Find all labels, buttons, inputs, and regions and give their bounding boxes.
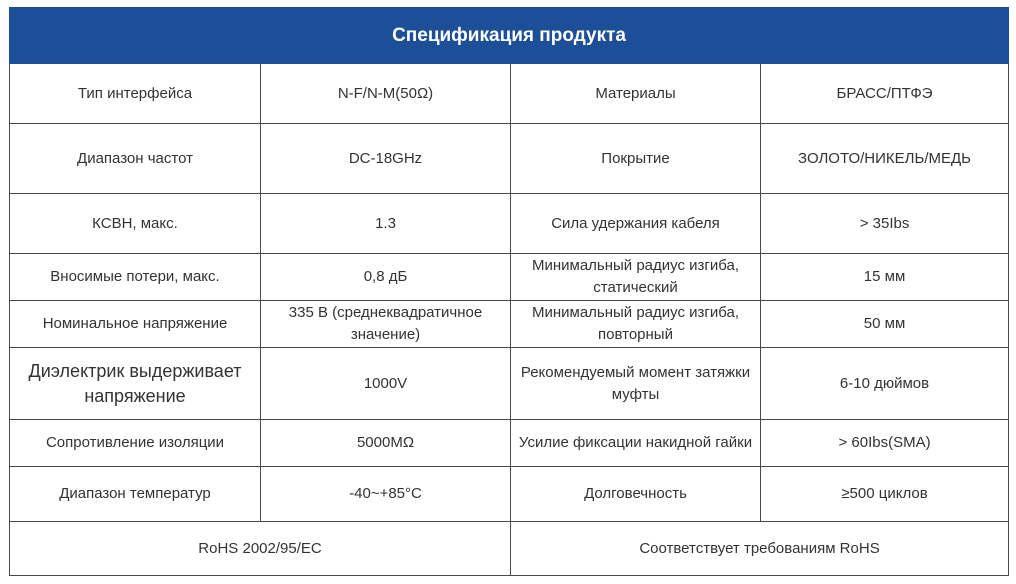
table-row — [10, 301, 1009, 348]
spec-label: Минимальный радиус изгиба, статический — [511, 254, 761, 301]
spec-value: БРАСС/ПТФЭ — [761, 64, 1009, 124]
table-row — [10, 64, 1009, 124]
spec-label: Покрытие — [511, 124, 761, 194]
spec-value: -40~+85°C — [261, 467, 511, 522]
spec-label: Диэлектрик выдерживает напряжение — [10, 348, 261, 420]
table-row — [10, 420, 1009, 467]
spec-value: 15 мм — [761, 254, 1009, 301]
table-title: Спецификация продукта — [10, 8, 1009, 64]
spec-value: DC-18GHz — [261, 124, 511, 194]
spec-label: Материалы — [511, 64, 761, 124]
table-title-row — [10, 8, 1009, 64]
spec-label: Номинальное напряжение — [10, 301, 261, 348]
spec-label: Диапазон частот — [10, 124, 261, 194]
spec-value: 0,8 дБ — [261, 254, 511, 301]
spec-label: Диапазон температур — [10, 467, 261, 522]
spec-value: > 35Ibs — [761, 194, 1009, 254]
spec-label: Минимальный радиус изгиба, повторный — [511, 301, 761, 348]
spec-label: КСВН, макс. — [10, 194, 261, 254]
spec-value: ЗОЛОТО/НИКЕЛЬ/МЕДЬ — [761, 124, 1009, 194]
spec-value: 1000V — [261, 348, 511, 420]
rohs-compliance: Соответствует требованиям RoHS — [511, 522, 1009, 576]
table-footer-row — [10, 522, 1009, 576]
spec-label: Долговечность — [511, 467, 761, 522]
spec-value: > 60Ibs(SMA) — [761, 420, 1009, 467]
spec-value: 1.3 — [261, 194, 511, 254]
spec-label: Тип интерфейса — [10, 64, 261, 124]
product-spec-table — [9, 7, 1009, 576]
spec-label: Вносимые потери, макс. — [10, 254, 261, 301]
table-row — [10, 124, 1009, 194]
table-row — [10, 194, 1009, 254]
table-row — [10, 254, 1009, 301]
spec-value: ≥500 циклов — [761, 467, 1009, 522]
spec-value: 6-10 дюймов — [761, 348, 1009, 420]
spec-value: 50 мм — [761, 301, 1009, 348]
rohs-standard: RoHS 2002/95/EC — [10, 522, 511, 576]
spec-label: Рекомендуемый момент затяжки муфты — [511, 348, 761, 420]
spec-value: 335 В (среднеквадратичное значение) — [261, 301, 511, 348]
spec-value: 5000MΩ — [261, 420, 511, 467]
spec-label: Усилие фиксации накидной гайки — [511, 420, 761, 467]
table-row — [10, 467, 1009, 522]
spec-label: Сопротивление изоляции — [10, 420, 261, 467]
spec-value: N-F/N-M(50Ω) — [261, 64, 511, 124]
spec-label: Сила удержания кабеля — [511, 194, 761, 254]
table-row — [10, 348, 1009, 420]
